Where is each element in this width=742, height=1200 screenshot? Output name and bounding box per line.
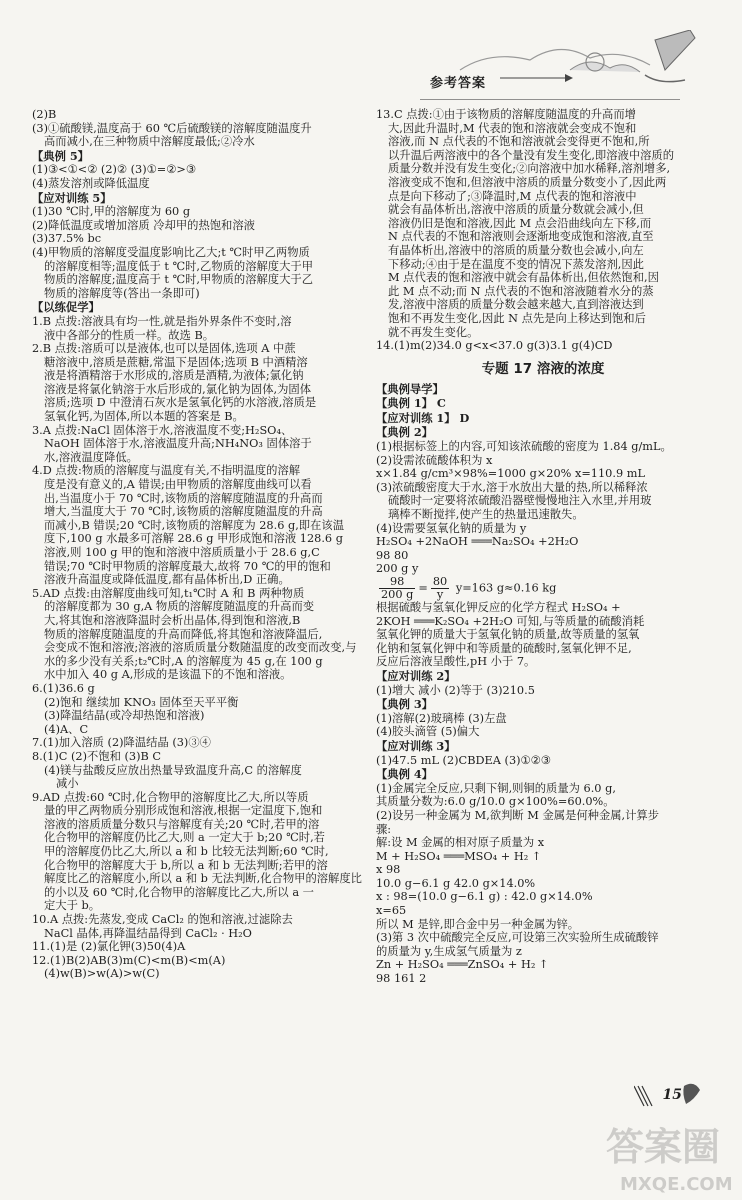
text-line: 13.C 点拨:①由于该物质的溶解度随温度的升高而增	[376, 108, 636, 121]
text-line: 硫酸时一定要将浓硫酸沿器壁慢慢地注入水里,并用玻	[388, 494, 652, 508]
text-line: 水的多少没有关系;t₂℃时,A 的溶解度为 45 g,在 100 g	[44, 654, 323, 668]
text-line: 下移动;④由于是在温度不变的情况下蒸发溶剂,因此	[388, 257, 644, 271]
text-line: (4)A、C	[44, 722, 89, 736]
text-line: NaCl 晶体,再降温结晶得到 CaCl₂ · H₂O	[44, 926, 252, 940]
text-line: 的小以及 60 ℃时,化合物甲的溶解度比乙大,所以 a 一	[44, 885, 314, 899]
text-line: 11.(1)是 (2)氯化钾(3)50(4)A	[32, 940, 186, 954]
text-line: 液是将酒精溶于水形成的,溶质是酒精,为液体;氯化钠	[44, 369, 304, 383]
text-line: x : 98=(10.0 g−6.1 g) : 42.0 g×14.0%	[376, 890, 593, 904]
text-line: 会变成不饱和溶液;溶液的溶质质量分数随温度的改变而改变,与	[44, 641, 357, 655]
text-line: 所以 M 是锌,即合金中另一种金属为锌。	[376, 917, 580, 931]
text-line: (2)B	[32, 108, 57, 121]
text-line: 物质的溶解度随温度的升高而降低,将其饱和溶液降温后,	[44, 627, 323, 641]
text-line: 错误;70 ℃时甲物质的溶解度最大,故将 70 ℃的甲的饱和	[44, 559, 331, 573]
text-line: 化合物甲的溶解度仍比乙大,则 a 一定大于 b;20 ℃时,若	[44, 831, 325, 845]
text-line: 【典例 1】 C	[376, 397, 446, 411]
text-line: 而减小,B 错误;20 ℃时,该物质的溶解度为 28.6 g,即在该温	[44, 518, 344, 532]
text-line: 3.A 点拨:NaCl 固体溶于水,溶液温度不变;H₂SO₄、	[32, 423, 293, 437]
text-line: 大,因此升温时,M 代表的饱和溶液就会变成不饱和	[388, 121, 637, 135]
text-line: (3)第 3 次中硫酸完全反应,可设第三次实验所生成硫酸锌	[376, 931, 659, 945]
text-line: 12.(1)B(2)AB(3)m(C)<m(B)<m(A)	[32, 953, 226, 967]
text-line: 增大,当温度大于 70 ℃时,该物质的溶解度随温度的升高	[44, 505, 323, 519]
answer-column-left	[32, 108, 362, 981]
text-line: 物质的溶解度;温度高于 t ℃时,甲物质的溶解度大于乙	[44, 273, 313, 287]
text-line: 10.0 g−6.1 g 42.0 g×14.0%	[376, 876, 536, 890]
text-line: 璃棒不断搅拌,使产生的热量迅速散失。	[388, 508, 584, 522]
text-line: 98 80	[376, 548, 409, 562]
text-line: 2.B 点拨:溶质可以是液体,也可以是固体,选项 A 中蔗	[32, 342, 296, 356]
text-line: 【典例 4】	[376, 768, 433, 782]
text-line: (2)降低温度或增加溶质 冷却甲的热饱和溶液	[32, 218, 255, 232]
text-line: 氢氧化钾的质量大于氢氧化钠的质量,故等质量的氢氧	[376, 628, 640, 642]
text-line: 反应后溶液呈酸性,pH 小于 7。	[376, 655, 536, 669]
text-line: 有晶体析出,溶液中的溶质的质量分数也会减小,向左	[388, 243, 644, 257]
text-line: x=65	[376, 904, 407, 918]
text-line: 【典例 2】	[376, 426, 433, 440]
text-line: (1)增大 减小 (2)等于 (3)210.5	[376, 683, 535, 697]
text-line: H₂SO₄ +2NaOH ═══Na₂SO₄ +2H₂O	[376, 535, 579, 549]
text-line: 8.(1)C (2)不饱和 (3)B C	[32, 749, 162, 763]
text-line: (1)③<①<② (2)② (3)①=②>③	[32, 163, 196, 177]
text-line: (2)设另一种金属为 M,欲判断 M 金属是何种金属,计算步	[376, 808, 660, 822]
text-line: 质量分数并没有发生变化;②向溶液中加水稀释,溶剂增多,	[388, 162, 671, 176]
watermark-sub: MXQE.COM	[620, 1174, 733, 1195]
text-line: M + H₂SO₄ ═══MSO₄ + H₂ ↑	[376, 849, 542, 863]
text-line: (1)根据标签上的内容,可知该浓硫酸的密度为 1.84 g/mL。	[376, 440, 672, 454]
text-line: x×1.84 g/cm³×98%=1000 g×20% x=110.9 mL	[376, 467, 645, 481]
text-line: 1.B 点拨:溶液具有均一性,就是指外界条件不变时,溶	[32, 314, 292, 328]
text-line: 水,溶液温度降低。	[44, 450, 138, 464]
fraction-2-numerator: 80	[432, 576, 448, 588]
text-line: 化钠和氢氧化钾中和等质量的硫酸时,氢氧化钾不足,	[376, 641, 632, 655]
text-line: (2)饱和 继续加 KNO₃ 固体至天平平衡	[44, 695, 239, 709]
text-line: 发,溶液中溶质的质量分数会越来越大,直到溶液达到	[388, 298, 644, 312]
page-number: 15	[662, 1087, 682, 1103]
text-line: NaOH 固体溶于水,溶液温度升高;NH₄NO₃ 固体溶于	[44, 437, 312, 451]
text-line: 溶液升高温度或降低温度,都有晶体析出,D 正确。	[44, 573, 290, 587]
fraction-2-denominator: y	[436, 588, 444, 601]
text-line: 6.(1)36.6 g	[32, 681, 95, 695]
text-line: 的溶解度相等;温度低于 t ℃时,乙物质的溶解度大于甲	[44, 259, 313, 273]
text-line: 大,将其饱和溶液降温时会析出晶体,得到饱和溶液,B	[44, 613, 301, 627]
text-line: 7.(1)加入溶质 (2)降温结晶 (3)③④	[32, 736, 211, 750]
fraction-2	[431, 576, 449, 601]
text-line: 溶液,则 100 g 甲的饱和溶液中溶质质量小于 28.6 g,C	[44, 546, 320, 559]
text-line: 的质量为 y,生成氢气质量为 z	[376, 944, 522, 958]
text-line: 物质的溶解度等(答出一条即可)	[44, 286, 200, 300]
fraction-equation: $\frac{98}{200 g}$ = $\frac{80}{y}$ y=163 g≈0.16 kg	[381, 576, 557, 601]
text-line: 水中加入 40 g A,形成的是该温下的不饱和溶液。	[44, 668, 292, 682]
text-line: 液中各部分的性质一样。故选 B。	[44, 328, 215, 342]
text-line: 减小	[56, 777, 79, 791]
text-line: 9.AD 点拨:60 ℃时,化合物甲的溶解度比乙大,所以等质	[32, 790, 309, 804]
text-line: 【典例 5】	[32, 149, 89, 163]
text-line: (1)47.5 mL (2)CBDEA (3)①②③	[376, 753, 551, 767]
text-line: 其质量分数为:6.0 g/10.0 g×100%=60.0%。	[376, 795, 615, 809]
text-line: (3)降温结晶(或冷却热饱和溶液)	[44, 709, 205, 723]
text-line: 就不再发生变化。	[388, 325, 479, 339]
text-line: (4)胶头滴管 (5)偏大	[376, 725, 480, 739]
text-line: 甲的溶解度仍比乙大,所以 a 和 b 比较无法判断;60 ℃时,	[44, 845, 329, 859]
fraction-1-denominator: 200 g	[381, 588, 414, 601]
text-line: 98 161 2	[376, 972, 427, 986]
text-line: 度是没有意义的,A 错误;由甲物质的溶解度曲线可以看	[44, 478, 312, 492]
text-line: 量的甲乙两物质分别形成饱和溶液,根据一定温度下,饱和	[44, 804, 323, 818]
watermark-text: 答案圈	[606, 1125, 721, 1169]
text-line: (3)37.5% bc	[32, 232, 102, 246]
text-line: 定大于 b。	[44, 899, 101, 913]
text-line: 【典例导学】	[376, 382, 444, 396]
text-line: (4)蒸发溶剂或降低温度	[32, 176, 150, 190]
text-line: 溶液,而 N 点代表的不饱和溶液就会变得更不饱和,所	[388, 135, 650, 149]
text-line: 【应对训练 3】	[376, 739, 456, 753]
text-line: 【应对训练 5】	[32, 191, 112, 205]
text-line: 2KOH ═══K₂SO₄ +2H₂O 可知,与等质量的硫酸消耗	[376, 614, 645, 628]
fraction-1-numerator: 98	[379, 576, 415, 589]
answer-column-right	[376, 108, 710, 986]
text-line: (3)浓硫酸密度大于水,溶于水放出大量的热,所以稀释浓	[376, 480, 648, 494]
text-line: 高而减小,在三种物质中溶解度最低;②冷水	[44, 135, 255, 149]
text-line: 溶质;选项 D 中澄清石灰水是氢氧化钙的水溶液,溶质是	[44, 396, 317, 410]
text-line: (3)①硫酸镁,温度高于 60 ℃后硫酸镁的溶解度随温度升	[32, 121, 312, 135]
text-line: 化合物甲的溶解度大于 b,所以 a 和 b 无法判断;若甲的溶	[44, 858, 328, 872]
text-line: 14.(1)m(2)34.0 g<x<37.0 g(3)3.1 g(4)CD	[376, 339, 613, 353]
answer-block-13-14	[376, 108, 710, 353]
text-line: 溶液变成不饱和,但溶液中溶质的质量分数变小了,因此两	[388, 175, 667, 189]
text-line: 饱和不再发生变化,因此 N 点先是向上移达到饱和后	[388, 311, 646, 325]
section-title: 专题 17 溶液的浓度	[481, 360, 605, 377]
text-line: 5.AD 点拨:由溶解度曲线可知,t₁℃时 A 和 B 两种物质	[32, 586, 305, 600]
text-line: (4)甲物质的溶解度受温度影响比乙大;t ℃时甲乙两物质	[32, 245, 310, 259]
header-title: 参考答案	[430, 76, 487, 91]
text-line: 溶液的溶质质量分数只与溶解度有关;20 ℃时,若甲的溶	[44, 817, 320, 831]
text-line: Zn + H₂SO₄ ═══ZnSO₄ + H₂ ↑	[376, 958, 549, 972]
text-line: (1)30 ℃时,甲的溶解度为 60 g	[32, 205, 191, 219]
text-line: 溶液是将氯化钠溶于水后形成的,氯化钠为固体,为固体	[44, 382, 312, 396]
text-line: 【以练促学】	[32, 301, 100, 315]
text-line: 度下,100 g 水最多可溶解 28.6 g 甲形成饱和溶液 128.6 g	[44, 532, 343, 546]
fraction-result: y=163 g≈0.16 kg	[455, 581, 557, 595]
text-line: 溶液仍旧是饱和溶液,因此 M 点会沿曲线向左下移,而	[388, 216, 652, 230]
text-line: 4.D 点拨:物质的溶解度与温度有关,不指明温度的溶解	[32, 464, 301, 478]
text-line: 就会有晶体析出,溶液中溶质的质量分数就会减小,但	[388, 203, 644, 217]
text-line: (2)设需浓硫酸体积为 x	[376, 453, 493, 467]
text-line: 以升温后两溶液中的各个量没有发生变化,即溶液中溶质的	[388, 148, 675, 162]
text-line: (4)w(B)>w(A)>w(C)	[44, 967, 160, 981]
text-line: 根据硫酸与氢氧化钾反应的化学方程式 H₂SO₄ +	[376, 601, 621, 614]
text-line: 【典例 3】	[376, 698, 433, 712]
text-line: x 98	[376, 863, 401, 877]
text-line: 10.A 点拨:先蒸发,变成 CaCl₂ 的饱和溶液,过滤除去	[32, 913, 293, 927]
text-line: 此 M 点不动;而 N 点代表的不饱和溶液随着水分的蒸	[388, 284, 654, 298]
watermark-logo	[600, 1110, 740, 1196]
text-line: 点是向下移动了;③降温时,M 点代表的饱和溶液中	[388, 189, 637, 203]
text-line: 的溶解度都为 30 g,A 物质的溶解度随温度的升高而变	[44, 600, 315, 614]
text-line: 氢氧化钙,为固体,所以本题的答案是 B。	[44, 410, 244, 424]
text-line: 解:设 M 金属的相对原子质量为 x	[376, 836, 545, 850]
text-line: 解度比乙的溶解度小,所以 a 和 b 无法判断,化合物甲的溶解度比	[44, 872, 362, 886]
text-line: 糖溶液中,溶质是蔗糖,常温下是固体;选项 B 中酒精溶	[44, 355, 308, 369]
text-line: 【应对训练 2】	[376, 669, 456, 683]
text-line: (1)溶解(2)玻璃棒 (3)左盘	[376, 711, 507, 725]
text-line: (4)镁与盐酸反应放出热量导致温度升高,C 的溶解度	[44, 763, 302, 777]
text-line: M 点代表的饱和溶液中就会有晶体析出,但依然饱和,因	[388, 271, 659, 285]
answer-block-continued	[376, 601, 710, 986]
text-line: 200 g y	[376, 562, 419, 576]
text-line: 出,当温度小于 70 ℃时,该物质的溶解度随温度的升高而	[44, 491, 323, 505]
fraction-1	[379, 576, 415, 601]
text-line: 骤:	[376, 822, 392, 836]
text-line: (4)设需要氢氧化钠的质量为 y	[376, 521, 527, 535]
text-line: N 点代表的不饱和溶液则会逐渐地变成饱和溶液,直至	[388, 230, 654, 244]
text-line: (1)金属完全反应,只剩下铜,则铜的质量为 6.0 g,	[376, 781, 616, 795]
text-line: 【应对训练 1】 D	[376, 411, 470, 425]
answer-block-example-2	[376, 383, 710, 576]
